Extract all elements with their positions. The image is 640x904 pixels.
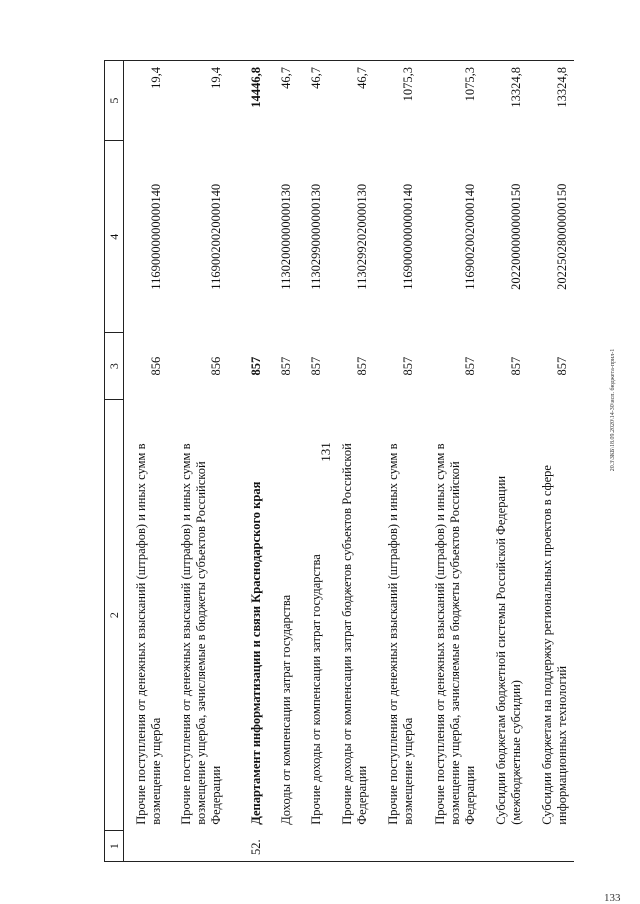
- row-name: Прочие доходы от компенсации затрат государства: [308, 554, 323, 825]
- row-name: Прочие поступления от денежных взысканий (штрафов) и иных сумм в возмещение ущерба, зачисляемые в бюджеты субъектов Российской Федерации: [432, 443, 477, 825]
- row-revenue-code: 11690000000000140: [148, 183, 163, 290]
- row-name: Прочие доходы от компенсации затрат бюджетов субъектов Российской Федерации: [339, 443, 369, 825]
- row-revenue-code: 11690020020000140: [208, 183, 223, 290]
- row-number: 52.: [228, 831, 268, 862]
- row-number: [528, 831, 574, 862]
- header-col-3: 3: [105, 333, 124, 400]
- table-row: [482, 61, 528, 862]
- row-amount: 14446,8: [228, 61, 268, 141]
- row-number: [268, 831, 298, 862]
- row-admin-code: 857: [308, 356, 323, 376]
- row-admin-code: 856: [208, 356, 223, 376]
- row-number: [374, 831, 420, 862]
- row-amount: 19,4: [124, 61, 168, 141]
- row-admin-code: 857: [354, 356, 369, 376]
- row-amount: 1075,3: [374, 61, 420, 141]
- row-amount: 46,7: [268, 61, 298, 141]
- table-row: [124, 61, 168, 862]
- header-col-1: 1: [105, 831, 124, 862]
- row-amount: 13324,8: [482, 61, 528, 141]
- header-col-4: 4: [105, 141, 124, 333]
- table-header-row: [105, 61, 124, 862]
- row-revenue-code: 11690020020000140: [462, 183, 477, 290]
- row-admin-code: 857: [462, 356, 477, 376]
- row-number: [482, 831, 528, 862]
- row-name: Доходы от компенсации затрат государства: [278, 594, 293, 825]
- row-amount: 13324,8: [528, 61, 574, 141]
- revenue-table: [104, 60, 574, 862]
- row-amount: 46,7: [298, 61, 328, 141]
- row-admin-code: 857: [554, 356, 569, 376]
- row-revenue-code: 11690000000000140: [400, 183, 415, 290]
- row-name: Прочие поступления от денежных взысканий (штрафов) и иных сумм в возмещение ущерба, зачисляемые в бюджеты субъектов Российской Федерации: [178, 443, 223, 825]
- table-area: [104, 60, 624, 862]
- row-name: Департамент информатизации и связи Краснодарского края: [248, 481, 263, 825]
- row-name: Прочие поступления от денежных взысканий (штрафов) и иных сумм в возмещение ущерба: [385, 443, 415, 825]
- row-amount: 19,4: [168, 61, 228, 141]
- row-number: [328, 831, 374, 862]
- row-number: [168, 831, 228, 862]
- header-col-2: 2: [105, 400, 124, 831]
- row-revenue-code: 11302992020000130: [354, 183, 369, 290]
- row-amount: 1075,3: [420, 61, 482, 141]
- table-row: [168, 61, 228, 862]
- row-admin-code: 857: [508, 356, 523, 376]
- row-revenue-code: [228, 141, 268, 333]
- table-row: [420, 61, 482, 862]
- row-name: Прочие поступления от денежных взысканий (штрафов) и иных сумм в возмещение ущерба: [133, 443, 163, 825]
- document-code: 20.3\ЗКБ\18.09.2020\14-30\исп. бюджета-прил-1: [610, 348, 616, 472]
- table-body: [124, 61, 574, 862]
- row-revenue-code: 11302990000000130: [308, 183, 323, 290]
- row-number: [420, 831, 482, 862]
- header-col-5: 5: [105, 61, 124, 141]
- table-row: [228, 61, 268, 862]
- row-number: [298, 831, 328, 862]
- row-admin-code: 857: [278, 356, 293, 376]
- row-revenue-code: 20220000000000150: [508, 183, 523, 290]
- corner-number: 133: [604, 892, 621, 904]
- row-name: Субсидии бюджетам бюджетной системы Российской Федерации (межбюджетные субсидии): [493, 475, 523, 825]
- table-row: [328, 61, 374, 862]
- row-admin-code: 857: [400, 356, 415, 376]
- table-row: [528, 61, 574, 862]
- table-rotated: [104, 60, 624, 862]
- row-admin-code: 856: [148, 356, 163, 376]
- table-row: [268, 61, 298, 862]
- row-name: Субсидии бюджетам на поддержку региональных проектов в сфере информационных технологий: [539, 465, 569, 825]
- page-number: 131: [318, 442, 333, 462]
- row-admin-code: 857: [248, 356, 263, 376]
- row-revenue-code: 11302000000000130: [278, 183, 293, 290]
- table-row: [374, 61, 420, 862]
- row-amount: 46,7: [328, 61, 374, 141]
- table-row: [298, 61, 328, 862]
- row-revenue-code: 20225028000000150: [554, 183, 569, 290]
- row-number: [124, 831, 168, 862]
